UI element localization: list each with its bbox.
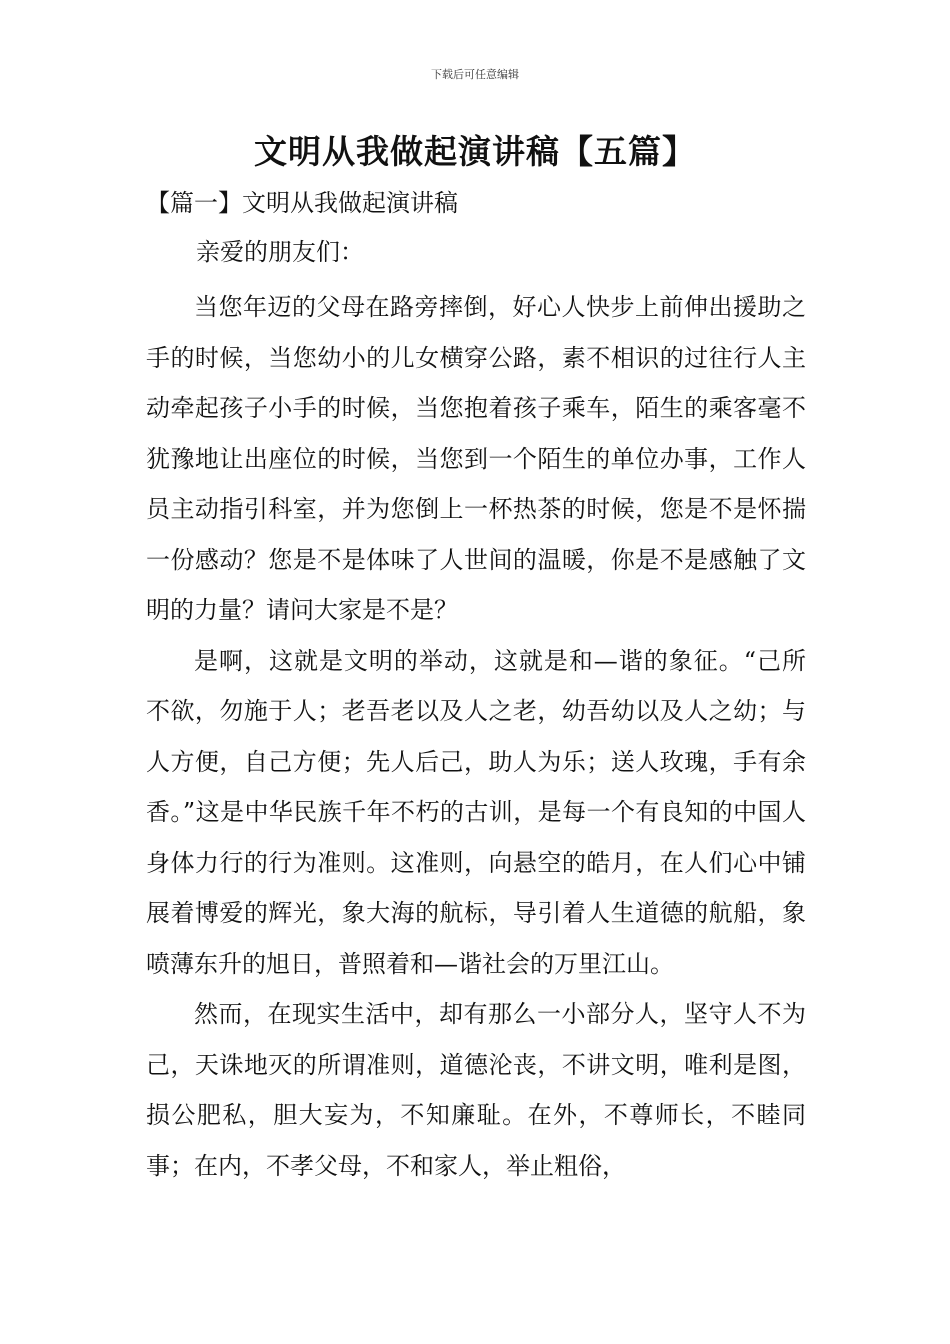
section-heading: 【篇一】文明从我做起演讲稿: [146, 189, 458, 217]
header-note: 下载后可任意编辑: [431, 68, 519, 81]
document-title: 文明从我做起演讲稿【五篇】: [254, 132, 696, 171]
paragraph: 当您年迈的父母在路旁摔倒，好心人快步上前伸出援助之手的时候，当您幼小的儿女横穿公路，素不相识的过往行人主动牵起孩子小手的时候，当您抱着孩子乘车，陌生的乘客毫不犹豫地让出座位的时候，当您到一个陌生的单位办事，工作人员主动指引科室，并为您倒上一杯热茶的时候，您是不是怀揣一份感动？您是不是体味了人世间的温暖，你是不是感触了文明的力量？请问大家是不是？: [146, 293, 806, 624]
greeting: 亲爱的朋友们：: [196, 238, 364, 266]
paragraph: 是啊，这就是文明的举动，这就是和—谐的象征。“己所不欲，勿施于人；老吾老以及人之老，幼吾幼以及人之幼；与人方便，自己方便；先人后己，助人为乐；送人玫瑰，手有余香。”这是中华民族千年不朽的古训，是每一个有良知的中国人身体力行的行为准则。这准则，向悬空的皓月，在人们心中铺展着博爱的辉光，象大海的航标，导引着人生道德的航船，象喷薄东升的旭日，普照着和—谐社会的万里江山。: [146, 646, 806, 978]
paragraph: 然而，在现实生活中，却有那么一小部分人，坚守人不为己，天诛地灭的所谓准则，道德沦丧，不讲文明，唯利是图，损公肥私，胆大妄为，不知廉耻。在外，不尊师长，不睦同事；在内，不孝父母，不和家人，举止粗俗，: [146, 1000, 806, 1180]
body-text: [146, 282, 806, 1191]
